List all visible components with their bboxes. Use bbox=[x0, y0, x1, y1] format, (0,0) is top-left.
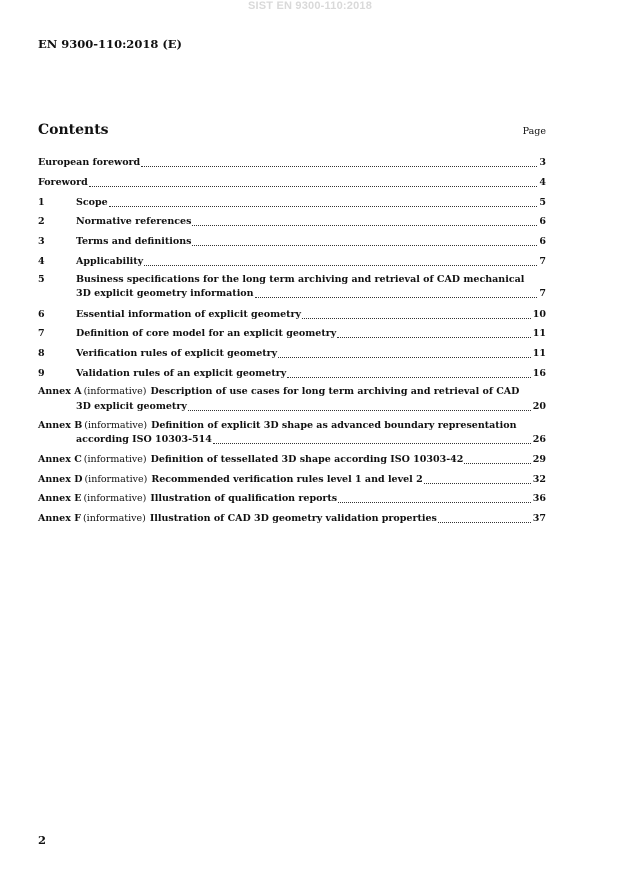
leader-dots bbox=[192, 225, 537, 226]
annex-note: (informative) bbox=[82, 513, 146, 524]
toc-entry-page: 3 bbox=[539, 157, 546, 168]
toc-entry-title-line2: according ISO 10303-514 bbox=[76, 434, 212, 445]
toc-entry-page: 29 bbox=[532, 454, 546, 465]
toc-entry-title: Verification rules of explicit geometry bbox=[76, 348, 278, 359]
page-number: 2 bbox=[38, 833, 47, 847]
toc-entry-foreword[interactable] bbox=[38, 176, 546, 190]
leader-dots bbox=[464, 463, 530, 464]
toc-entry-clause-2[interactable] bbox=[38, 215, 546, 229]
toc-entry-title: Validation rules of an explicit geometry bbox=[76, 368, 287, 379]
annex-label: Annex D bbox=[38, 474, 83, 485]
toc-entry-title: Essential information of explicit geometry bbox=[76, 309, 302, 320]
toc-entry-title: Illustration of CAD 3D geometry validation properties bbox=[149, 513, 437, 524]
toc-entry-title-line1: Business specifications for the long term archiving and retrieval of CAD mechanical bbox=[76, 274, 525, 285]
toc-entry-page: 5 bbox=[539, 197, 546, 208]
leader-dots bbox=[192, 245, 537, 246]
toc-entry-title: Definition of tessellated 3D shape according ISO 10303-42 bbox=[150, 454, 464, 465]
annex-label: Annex A bbox=[38, 386, 82, 397]
clause-number: 7 bbox=[38, 328, 45, 339]
toc-entry-annex-b-line2[interactable] bbox=[38, 433, 546, 447]
toc-entry-title: Applicability bbox=[76, 256, 144, 267]
toc-entry-page: 4 bbox=[539, 177, 546, 188]
annex-label: Annex B bbox=[38, 420, 83, 431]
document-id: EN 9300-110:2018 (E) bbox=[38, 37, 182, 51]
annex-note: (informative) bbox=[83, 454, 147, 465]
leader-dots bbox=[287, 377, 531, 378]
toc-entry-clause-7[interactable] bbox=[38, 327, 546, 341]
toc-entry-title: Definition of core model for an explicit geometry bbox=[76, 328, 337, 339]
clause-number: 4 bbox=[38, 256, 45, 267]
toc-entry-page: 16 bbox=[532, 368, 546, 379]
leader-dots bbox=[89, 186, 538, 187]
leader-dots bbox=[337, 337, 531, 338]
toc-entry-clause-5[interactable] bbox=[38, 273, 546, 301]
leader-dots bbox=[109, 206, 538, 207]
toc-entry-annex-f[interactable] bbox=[38, 512, 546, 526]
toc-entry-page: 7 bbox=[539, 256, 546, 267]
toc-entry-page: 6 bbox=[539, 236, 546, 247]
annex-note: (informative) bbox=[84, 474, 148, 485]
toc-entry-clause-4[interactable] bbox=[38, 255, 546, 269]
toc-entry-title: Foreword bbox=[38, 177, 88, 188]
clause-number: 5 bbox=[38, 274, 45, 285]
toc-entry-page: 11 bbox=[532, 348, 546, 359]
page-column-label: Page bbox=[522, 126, 546, 137]
toc-entry-annex-a-line2[interactable] bbox=[38, 400, 546, 414]
toc-entry-clause-6[interactable] bbox=[38, 308, 546, 322]
toc-entry-title-line1: Description of use cases for long term archiving and retrieval of CAD bbox=[150, 386, 520, 397]
toc-entry-title: European foreword bbox=[38, 157, 141, 168]
toc-entry-clause-3[interactable] bbox=[38, 235, 546, 249]
toc-entry-title: Normative references bbox=[76, 216, 192, 227]
contents-title: Contents bbox=[38, 122, 109, 138]
leader-dots bbox=[278, 357, 531, 358]
annex-label: Annex C bbox=[38, 454, 82, 465]
clause-number: 3 bbox=[38, 236, 45, 247]
toc-entry-clause-1[interactable] bbox=[38, 196, 546, 210]
toc-entry-clause-8[interactable] bbox=[38, 347, 546, 361]
toc-entry-annex-b[interactable] bbox=[38, 419, 546, 433]
toc-entry-page: 37 bbox=[532, 513, 546, 524]
clause-number: 2 bbox=[38, 216, 45, 227]
annex-label: Annex E bbox=[38, 493, 82, 504]
leader-dots bbox=[188, 410, 531, 411]
annex-note: (informative) bbox=[84, 420, 148, 431]
annex-note: (informative) bbox=[83, 386, 147, 397]
annex-note: (informative) bbox=[83, 493, 147, 504]
clause-number: 8 bbox=[38, 348, 45, 359]
toc-entry-page: 32 bbox=[532, 474, 546, 485]
toc-entry-page: 11 bbox=[532, 328, 546, 339]
toc-entry-annex-e[interactable] bbox=[38, 492, 546, 506]
toc-entry-page: 10 bbox=[532, 309, 546, 320]
toc-entry-annex-c[interactable] bbox=[38, 453, 546, 467]
leader-dots bbox=[213, 443, 531, 444]
watermark: SIST EN 9300-110:2018 bbox=[247, 0, 373, 12]
toc-entry-page: 20 bbox=[532, 401, 546, 412]
toc-entry-page: 26 bbox=[532, 434, 546, 445]
toc-entry-title: Terms and definitions bbox=[76, 236, 192, 247]
toc-entry-page: 36 bbox=[532, 493, 546, 504]
annex-label: Annex F bbox=[38, 513, 81, 524]
leader-dots bbox=[255, 297, 538, 298]
toc-entry-annex-d[interactable] bbox=[38, 473, 546, 487]
contents-header bbox=[38, 122, 546, 138]
leader-dots bbox=[302, 318, 531, 319]
clause-number: 6 bbox=[38, 309, 45, 320]
toc-entry-page: 7 bbox=[539, 288, 546, 299]
toc-entry-annex-a[interactable] bbox=[38, 385, 546, 399]
toc-entry-european-foreword[interactable] bbox=[38, 156, 546, 170]
toc-entry-title-line1: Definition of explicit 3D shape as advanced boundary representation bbox=[151, 420, 517, 431]
toc-entry-title: Illustration of qualification reports bbox=[150, 493, 338, 504]
toc-entry-title: Recommended verification rules level 1 and level 2 bbox=[151, 474, 423, 485]
toc-entry-title: Scope bbox=[76, 197, 108, 208]
toc-entry-title-line2: 3D explicit geometry information bbox=[76, 288, 254, 299]
toc-entry-title-line2: 3D explicit geometry bbox=[76, 401, 187, 412]
leader-dots bbox=[141, 166, 537, 167]
toc-entry-clause-9[interactable] bbox=[38, 367, 546, 381]
leader-dots bbox=[144, 265, 537, 266]
clause-number: 9 bbox=[38, 368, 45, 379]
leader-dots bbox=[438, 522, 531, 523]
leader-dots bbox=[424, 483, 531, 484]
clause-number: 1 bbox=[38, 197, 45, 208]
toc-entry-page: 6 bbox=[539, 216, 546, 227]
leader-dots bbox=[338, 502, 531, 503]
